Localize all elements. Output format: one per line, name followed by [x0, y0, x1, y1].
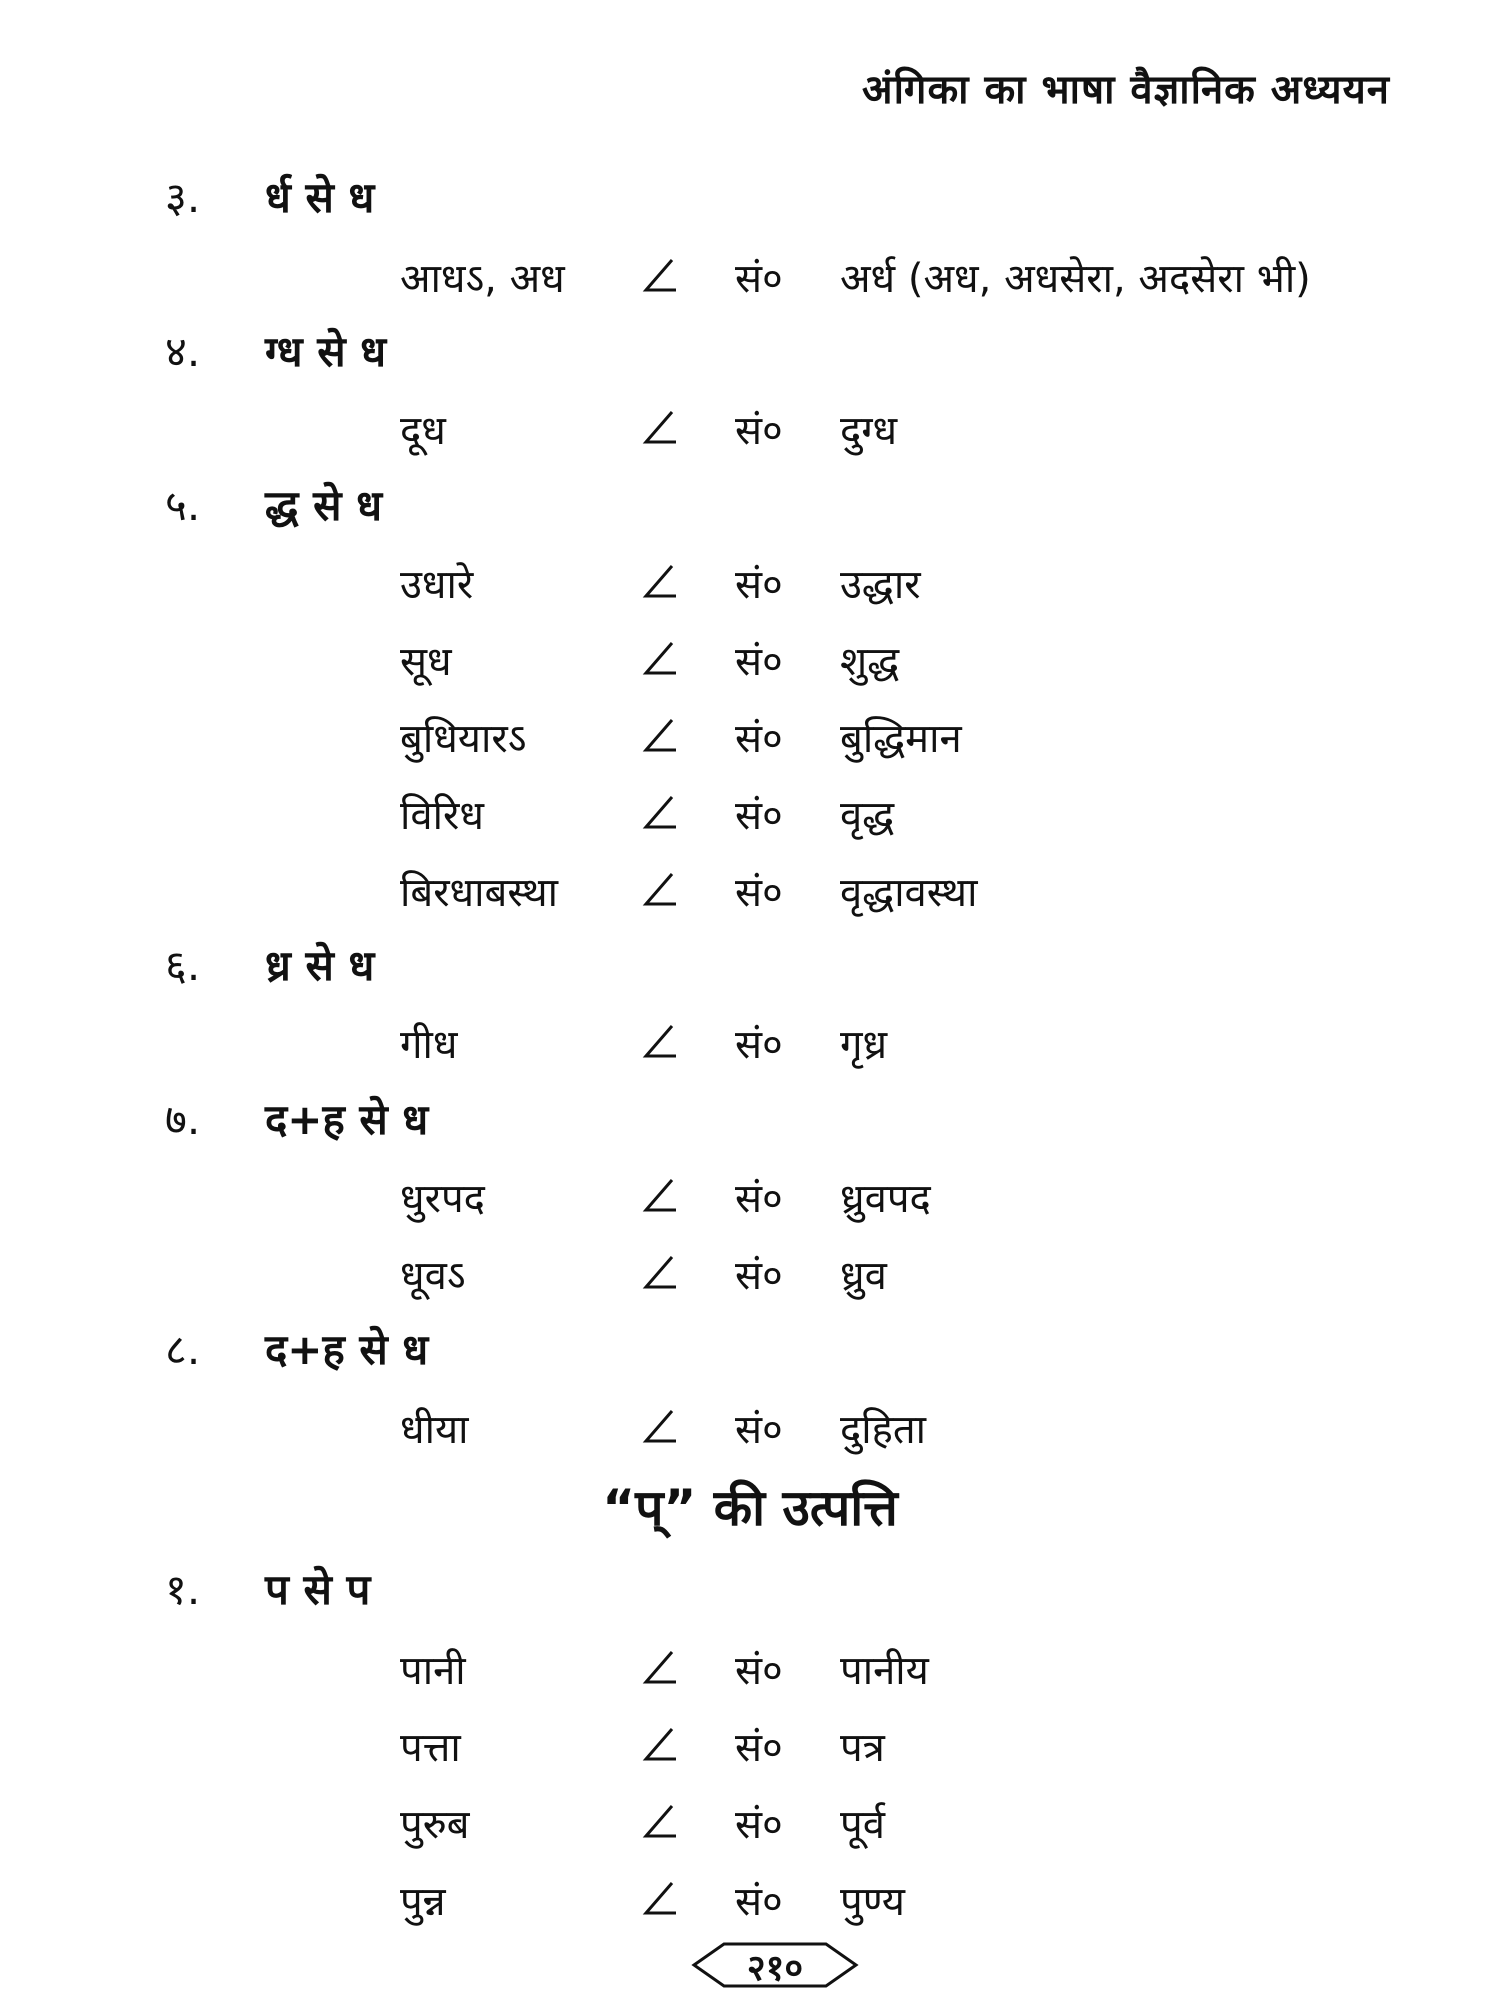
angika-word: पुन्न	[400, 1878, 446, 1925]
derivation-row	[0, 860, 1500, 920]
section-number: ४.	[165, 327, 201, 376]
angika-word: पानी	[400, 1647, 466, 1694]
angika-word: बुधियारऽ	[400, 715, 527, 762]
sanskrit-abbrev: सं०	[735, 1801, 783, 1848]
section-title: द+ह से ध	[265, 1095, 429, 1144]
section-number: ६.	[165, 941, 201, 990]
derivation-row	[0, 1243, 1500, 1303]
section-heading	[165, 1320, 428, 1377]
sanskrit-source: ध्रुवपद	[840, 1175, 931, 1222]
angika-word: धीया	[400, 1406, 469, 1453]
sanskrit-abbrev: सं०	[735, 1175, 783, 1222]
running-header: अंगिका का भाषा वैज्ञानिक अध्ययन	[862, 67, 1390, 113]
derivation-angle-icon	[640, 1407, 680, 1447]
angika-word: आधऽ, अध	[400, 255, 565, 302]
derivation-angle-icon	[640, 1725, 680, 1765]
sanskrit-source: दुग्ध	[840, 407, 898, 454]
sanskrit-abbrev: सं०	[735, 1724, 783, 1771]
section-heading	[165, 168, 374, 225]
derivation-row	[0, 1715, 1500, 1775]
section-number: ८.	[165, 1325, 201, 1374]
derivation-angle-icon	[640, 716, 680, 756]
sanskrit-source: बुद्धिमान	[840, 715, 962, 762]
derivation-angle-icon	[640, 1176, 680, 1216]
sanskrit-source: दुहिता	[840, 1406, 926, 1453]
angika-word: उधारे	[400, 561, 474, 608]
section-heading	[165, 322, 386, 379]
derivation-row	[0, 1869, 1500, 1929]
section-number: ५.	[165, 481, 201, 530]
sanskrit-abbrev: सं०	[735, 255, 783, 302]
derivation-angle-icon	[640, 793, 680, 833]
angika-word: गीध	[400, 1021, 458, 1068]
angika-word: पत्ता	[400, 1724, 461, 1771]
derivation-angle-icon	[640, 1253, 680, 1293]
angika-word: विरिध	[400, 792, 484, 839]
sanskrit-abbrev: सं०	[735, 561, 783, 608]
derivation-row	[0, 1012, 1500, 1072]
sanskrit-source: उद्धार	[840, 561, 921, 608]
derivation-row	[0, 246, 1500, 306]
section-title: र्ध से ध	[265, 173, 375, 222]
derivation-row	[0, 1166, 1500, 1226]
derivation-angle-icon	[640, 408, 680, 448]
derivation-angle-icon	[640, 1648, 680, 1688]
sanskrit-abbrev: सं०	[735, 715, 783, 762]
derivation-angle-icon	[640, 639, 680, 679]
derivation-row	[0, 398, 1500, 458]
subsection-title: “प्” की उत्पत्ति	[602, 1479, 898, 1537]
derivation-row	[0, 552, 1500, 612]
derivation-row	[0, 1638, 1500, 1698]
section-title: ग्ध से ध	[265, 327, 387, 376]
sanskrit-abbrev: सं०	[735, 1021, 783, 1068]
sanskrit-source: पूर्व	[840, 1801, 885, 1848]
sanskrit-source: पानीय	[840, 1647, 929, 1694]
sanskrit-source: ध्रुव	[840, 1252, 887, 1299]
section-title: ध्र से ध	[265, 941, 375, 990]
angika-word: धूवऽ	[400, 1252, 466, 1299]
section-title: द्ध से ध	[265, 481, 383, 530]
derivation-row	[0, 629, 1500, 689]
derivation-angle-icon	[640, 562, 680, 602]
section-title: प से प	[265, 1565, 371, 1614]
sanskrit-abbrev: सं०	[735, 1647, 783, 1694]
angika-word: बिरधाबस्था	[400, 869, 559, 916]
angika-word: धुरपद	[400, 1175, 485, 1222]
derivation-row	[0, 1397, 1500, 1457]
angika-word: सूध	[400, 638, 452, 685]
sanskrit-abbrev: सं०	[735, 1252, 783, 1299]
sanskrit-source: वृद्धावस्था	[840, 869, 978, 916]
sanskrit-source: अर्ध (अध, अधसेरा, अदसेरा भी)	[840, 255, 1311, 302]
sanskrit-abbrev: सं०	[735, 407, 783, 454]
derivation-angle-icon	[640, 256, 680, 296]
section-heading	[165, 1560, 370, 1617]
derivation-row	[0, 706, 1500, 766]
derivation-angle-icon	[640, 1022, 680, 1062]
sanskrit-source: पत्र	[840, 1724, 885, 1771]
section-number: ३.	[165, 173, 201, 222]
section-heading	[165, 1090, 428, 1147]
sanskrit-abbrev: सं०	[735, 1406, 783, 1453]
page-number-badge	[690, 1940, 860, 1990]
derivation-row	[0, 783, 1500, 843]
page-number: २१०	[746, 1948, 804, 1989]
derivation-angle-icon	[640, 1802, 680, 1842]
derivation-angle-icon	[640, 870, 680, 910]
sanskrit-abbrev: सं०	[735, 1878, 783, 1925]
sanskrit-source: शुद्ध	[840, 638, 900, 685]
derivation-angle-icon	[640, 1879, 680, 1919]
angika-word: पुरुब	[400, 1801, 470, 1848]
angika-word: दूध	[400, 407, 446, 454]
sanskrit-abbrev: सं०	[735, 869, 783, 916]
sanskrit-source: गृध्र	[840, 1021, 888, 1068]
section-number: १.	[165, 1565, 201, 1614]
sanskrit-abbrev: सं०	[735, 792, 783, 839]
sanskrit-abbrev: सं०	[735, 638, 783, 685]
section-heading	[165, 936, 374, 993]
sanskrit-source: पुण्य	[840, 1878, 905, 1925]
section-title: द+ह से ध	[265, 1325, 429, 1374]
section-heading	[165, 476, 382, 533]
derivation-row	[0, 1792, 1500, 1852]
sanskrit-source: वृद्ध	[840, 792, 895, 839]
section-number: ७.	[165, 1095, 201, 1144]
